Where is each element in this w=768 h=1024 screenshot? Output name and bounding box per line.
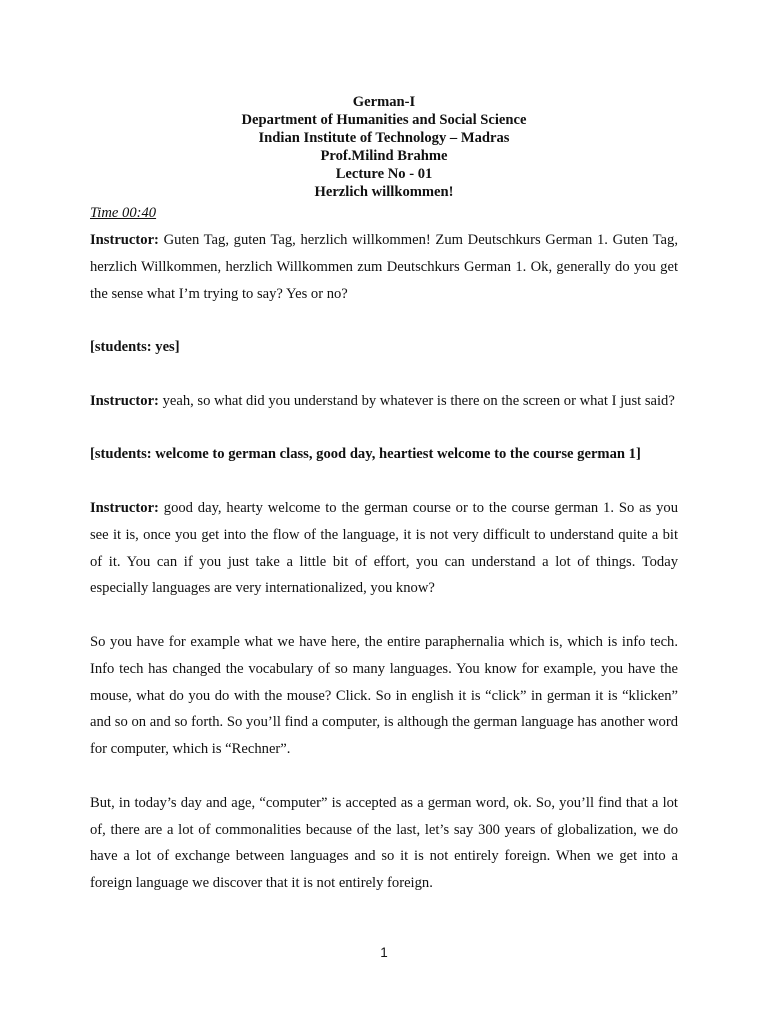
professor-name: Prof.Milind Brahme [320, 148, 448, 164]
transcript-paragraph: But, in today’s day and age, “computer” is accepted as a german word, ok. So, you’ll find that a lot of, there are a lot of commonalities because of the last, let’s say 300 years of globalization, we do have a lot of exchange between languages and so it is not entirely foreign. When we get into a foreign language we discover that it is not entirely foreign. [90, 794, 678, 892]
department-name: Department of Humanities and Social Science [241, 112, 527, 128]
transcript-paragraph [90, 388, 678, 415]
page-number: 1 [380, 945, 388, 960]
transcript-body [90, 227, 678, 924]
students-response: [students: welcome to german class, good day, heartiest welcome to the course german 1] [90, 446, 641, 463]
transcript-paragraph [90, 227, 678, 307]
speaker-label: Instructor: [90, 232, 159, 248]
students-response: [students: yes] [90, 339, 180, 356]
timestamp: Time 00:40 [90, 205, 157, 221]
speaker-label: Instructor: [90, 499, 159, 516]
lecture-number: Lecture No - 01 [335, 166, 433, 182]
document-header [0, 93, 768, 201]
course-title: German-I [352, 94, 416, 110]
institute-name: Indian Institute of Technology – Madras [258, 130, 510, 146]
transcript-paragraph [90, 495, 678, 602]
paragraph-text: good day, hearty welcome to the german course or to the course german 1. So as you see it is, once you get into the flow of the language, it is not very difficult to understand quite a bit of it. You can if you just take a little bit of effort, you can understand a lot of things. Today especially languages are very internationalized, you know? [90, 499, 679, 597]
transcript-paragraph: So you have for example what we have here, the entire paraphernalia which is, which is info tech. Info tech has changed the vocabulary of so many languages. You know for example, you have the mouse, what do you do with the mouse? Click. So in english it is “click” in german it is “klicken” and so on and so forth. So you’ll find a computer, is although the german language has another word for computer, which is “Rechner”. [90, 633, 678, 758]
lecture-title: Herzlich willkommen! [314, 184, 454, 200]
paragraph-text: yeah, so what did you understand by whatever is there on the screen or what I just said? [162, 392, 675, 409]
paragraph-text: Guten Tag, guten Tag, herzlich willkommen! Zum Deutschkurs German 1. Guten Tag, herzlich Willkommen, herzlich Willkommen zum Deutschkurs German 1. Ok, generally do you get the sense what I’m trying to say? Yes or no? [90, 232, 678, 302]
speaker-label: Instructor: [90, 392, 159, 409]
